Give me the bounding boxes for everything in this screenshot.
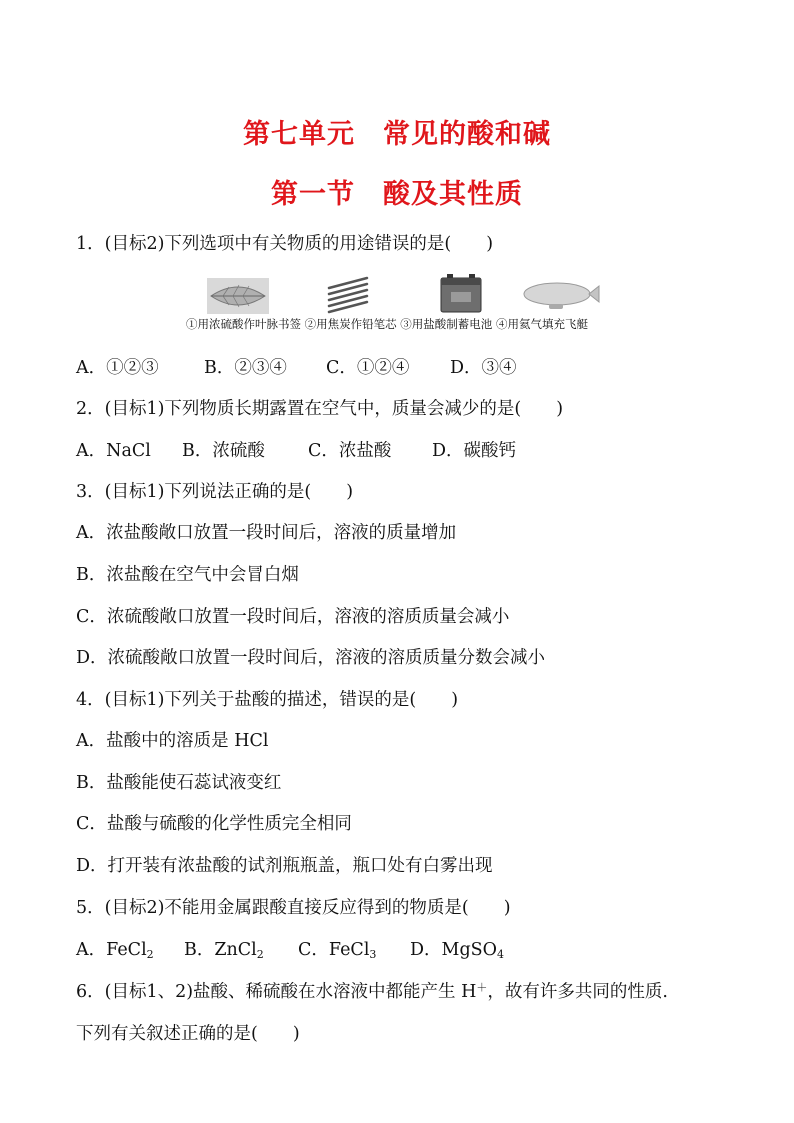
option-d[interactable]: D．③④ xyxy=(450,358,517,378)
pencil-lead-image xyxy=(325,274,371,314)
airship-image xyxy=(519,280,601,314)
question-3-stem: 3．(目标1)下列说法正确的是( ) xyxy=(76,482,354,502)
option-c[interactable]: C．①②④ xyxy=(326,358,410,378)
option-c[interactable]: C．浓盐酸 xyxy=(308,441,392,461)
option-c[interactable]: C．FeCl$_3$ xyxy=(298,940,377,961)
option-c[interactable]: C．浓硫酸敞口放置一段时间后，溶液的溶质质量会减小 xyxy=(76,607,510,627)
question-1-options xyxy=(76,356,726,380)
question-6-stem-line-2: 下列有关叙述正确的是( ) xyxy=(76,1024,300,1044)
question-5-options xyxy=(76,938,726,962)
option-b[interactable]: B．浓硫酸 xyxy=(182,441,265,461)
question-4-stem: 4．(目标1)下列关于盐酸的描述，错误的是( ) xyxy=(76,690,459,710)
question-2-stem: 2．(目标1)下列物质长期露置在空气中，质量会减少的是( ) xyxy=(76,399,564,419)
option-a[interactable]: A．NaCl xyxy=(76,441,151,461)
option-b[interactable]: B．盐酸能使石蕊试液变红 xyxy=(76,773,282,793)
option-a[interactable]: A．FeCl$_2$ xyxy=(76,940,154,961)
option-c[interactable]: C．盐酸与硫酸的化学性质完全相同 xyxy=(76,814,352,834)
unit-title: 第七单元 常见的酸和碱 xyxy=(243,119,551,150)
question-1-stem: 1．(目标2)下列选项中有关物质的用途错误的是( ) xyxy=(76,234,494,254)
option-d[interactable]: D．浓硫酸敞口放置一段时间后，溶液的溶质质量分数会减小 xyxy=(76,648,546,668)
option-d[interactable]: D．碳酸钙 xyxy=(432,441,517,461)
option-a[interactable]: A．浓盐酸敞口放置一段时间后，溶液的质量增加 xyxy=(76,523,457,543)
option-a[interactable]: A．盐酸中的溶质是 HCl xyxy=(76,731,269,751)
option-b[interactable]: B．ZnCl$_2$ xyxy=(184,940,264,961)
question-1-figure-caption: ①用浓硫酸作叶脉书签 ②用焦炭作铅笔芯 ③用盐酸制蓄电池 ④用氦气填充飞艇 xyxy=(186,317,588,331)
question-2-options xyxy=(76,439,726,463)
leaf-vein-bookmark-image xyxy=(207,278,269,314)
option-b[interactable]: B．②③④ xyxy=(204,358,287,378)
option-b[interactable]: B．浓盐酸在空气中会冒白烟 xyxy=(76,565,299,585)
section-title: 第一节 酸及其性质 xyxy=(271,179,523,210)
question-5-stem: 5．(目标2)不能用金属跟酸直接反应得到的物质是( ) xyxy=(76,898,511,918)
question-6-stem: 6．(目标1、2)盐酸、稀硫酸在水溶液中都能产生 H＋，故有许多共同的性质. xyxy=(76,981,668,1002)
option-a[interactable]: A．①②③ xyxy=(76,358,159,378)
option-d[interactable]: D．MgSO$_4$ xyxy=(410,940,504,961)
option-d[interactable]: D．打开装有浓盐酸的试剂瓶瓶盖，瓶口处有白雾出现 xyxy=(76,856,493,876)
storage-battery-image xyxy=(439,274,483,314)
